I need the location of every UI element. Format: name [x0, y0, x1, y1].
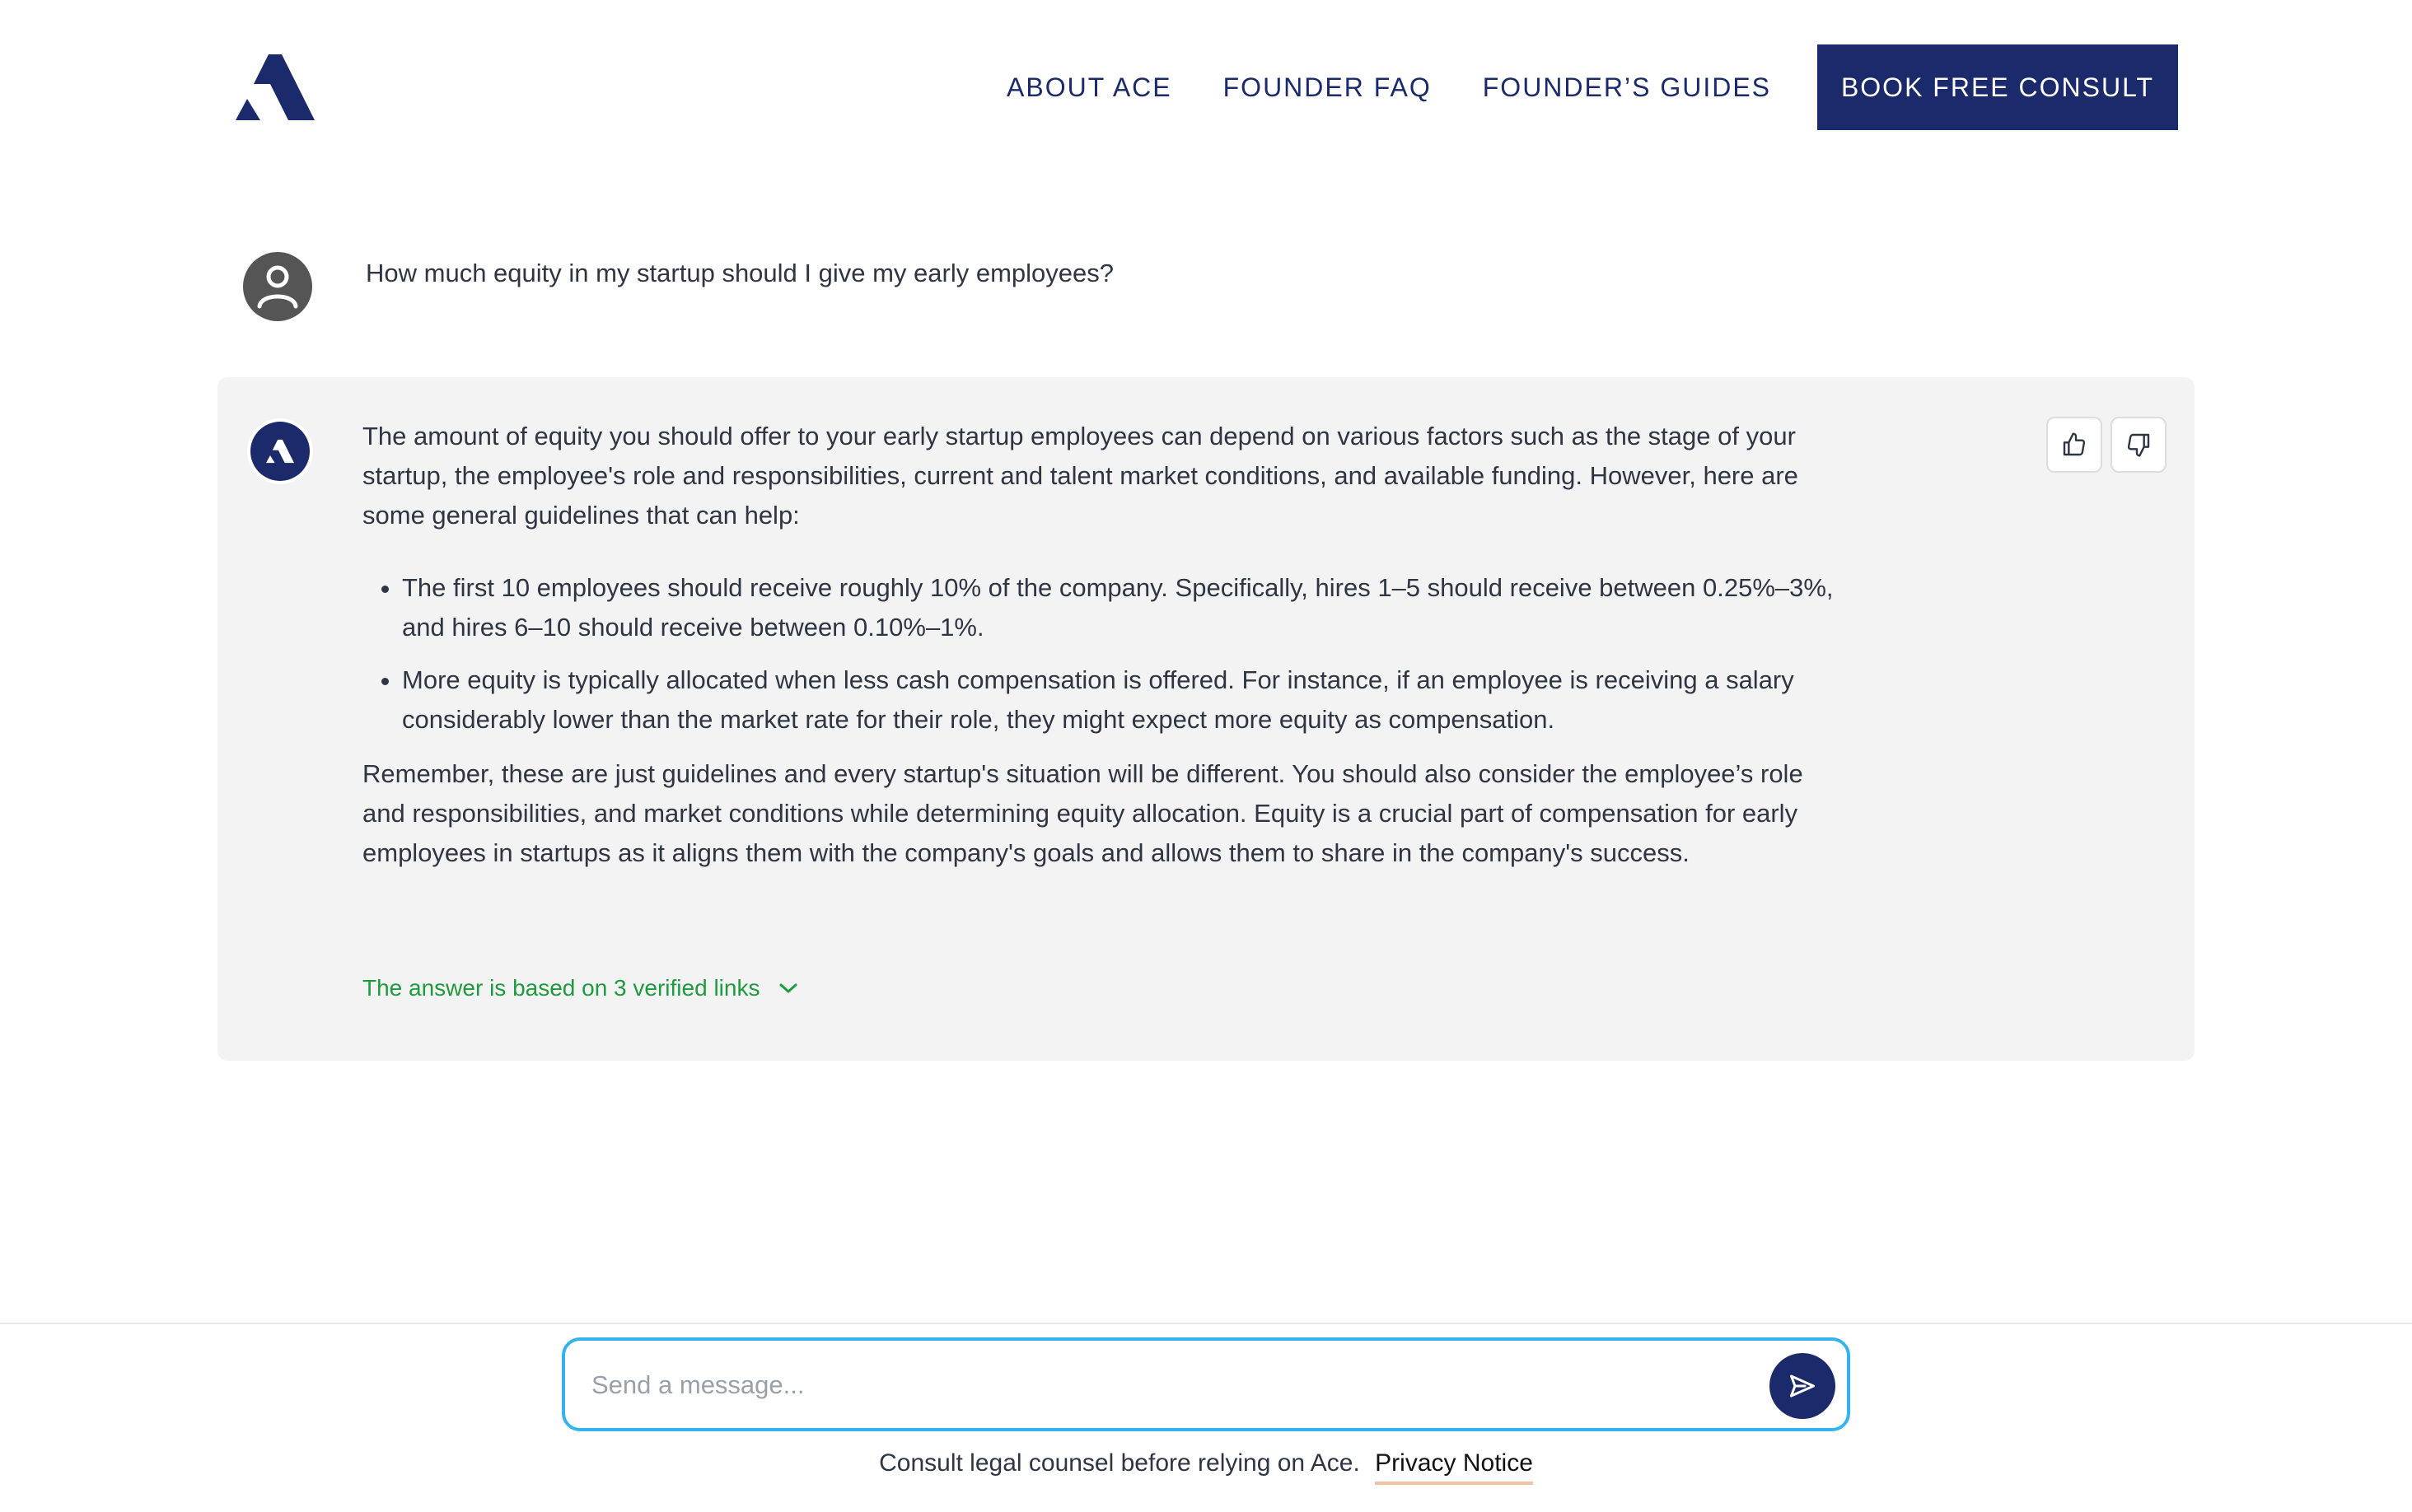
thumbs-down-button[interactable]	[2110, 417, 2167, 473]
nav-about-ace[interactable]: ABOUT ACE	[1007, 72, 1172, 102]
list-item: • More equity is typically allocated when less cash compensation is offered. For instance, if an employee is receiving a salary considerably lower than the market rate for their role, they might expect more equity as compensation.	[402, 660, 1837, 740]
chevron-down-icon	[778, 981, 799, 996]
verified-links-label: The answer is based on 3 verified links	[362, 975, 760, 1001]
user-avatar-icon	[243, 252, 312, 321]
footer-divider	[0, 1323, 2412, 1324]
ace-logo-icon[interactable]	[236, 54, 315, 120]
ace-avatar-icon	[250, 422, 310, 481]
nav-founders-guides[interactable]: FOUNDER’S GUIDES	[1482, 72, 1771, 102]
nav-founder-faq[interactable]: FOUNDER FAQ	[1222, 72, 1432, 102]
send-button[interactable]	[1769, 1353, 1835, 1419]
answer-conclusion: Remember, these are just guidelines and every startup's situation will be different. You should also consider the employee’s role and responsibilities, and market conditions while determining equity allocation. Equity is a crucial part of compensation for early employees in startups as it aligns them with the company's goals and allows them to share in the company's success.	[362, 759, 1803, 867]
thumbs-up-button[interactable]	[2046, 417, 2102, 473]
main-nav	[1007, 44, 2178, 130]
thumbs-down-icon	[2125, 432, 2152, 458]
privacy-notice-link[interactable]: Privacy Notice	[1375, 1449, 1533, 1485]
disclaimer-text: Consult legal counsel before relying on Ace.	[879, 1449, 1360, 1477]
assistant-answer-card	[217, 377, 2195, 1061]
answer-guidelines-list	[362, 568, 1837, 740]
assistant-message	[362, 417, 1837, 873]
thumbs-up-icon	[2061, 432, 2087, 458]
send-icon	[1788, 1371, 1817, 1401]
verified-links-toggle[interactable]	[362, 975, 799, 1001]
message-composer	[562, 1337, 1850, 1431]
answer-intro: The amount of equity you should offer to your early startup employees can depend on various factors such as the stage of your startup, the employee's role and responsibilities, current and talent market conditions, and available funding. However, here are some general guidelines that can help:	[362, 422, 1798, 530]
message-input[interactable]	[590, 1341, 1730, 1430]
book-free-consult-button[interactable]: BOOK FREE CONSULT	[1817, 44, 2178, 130]
user-message: How much equity in my startup should I give my early employees?	[366, 259, 1115, 287]
legal-disclaimer	[0, 1449, 2412, 1477]
list-item: • The first 10 employees should receive roughly 10% of the company. Specifically, hires 1–5 should receive between 0.25%–3%, and hires 6–10 should receive between 0.10%–1%.	[402, 568, 1837, 647]
